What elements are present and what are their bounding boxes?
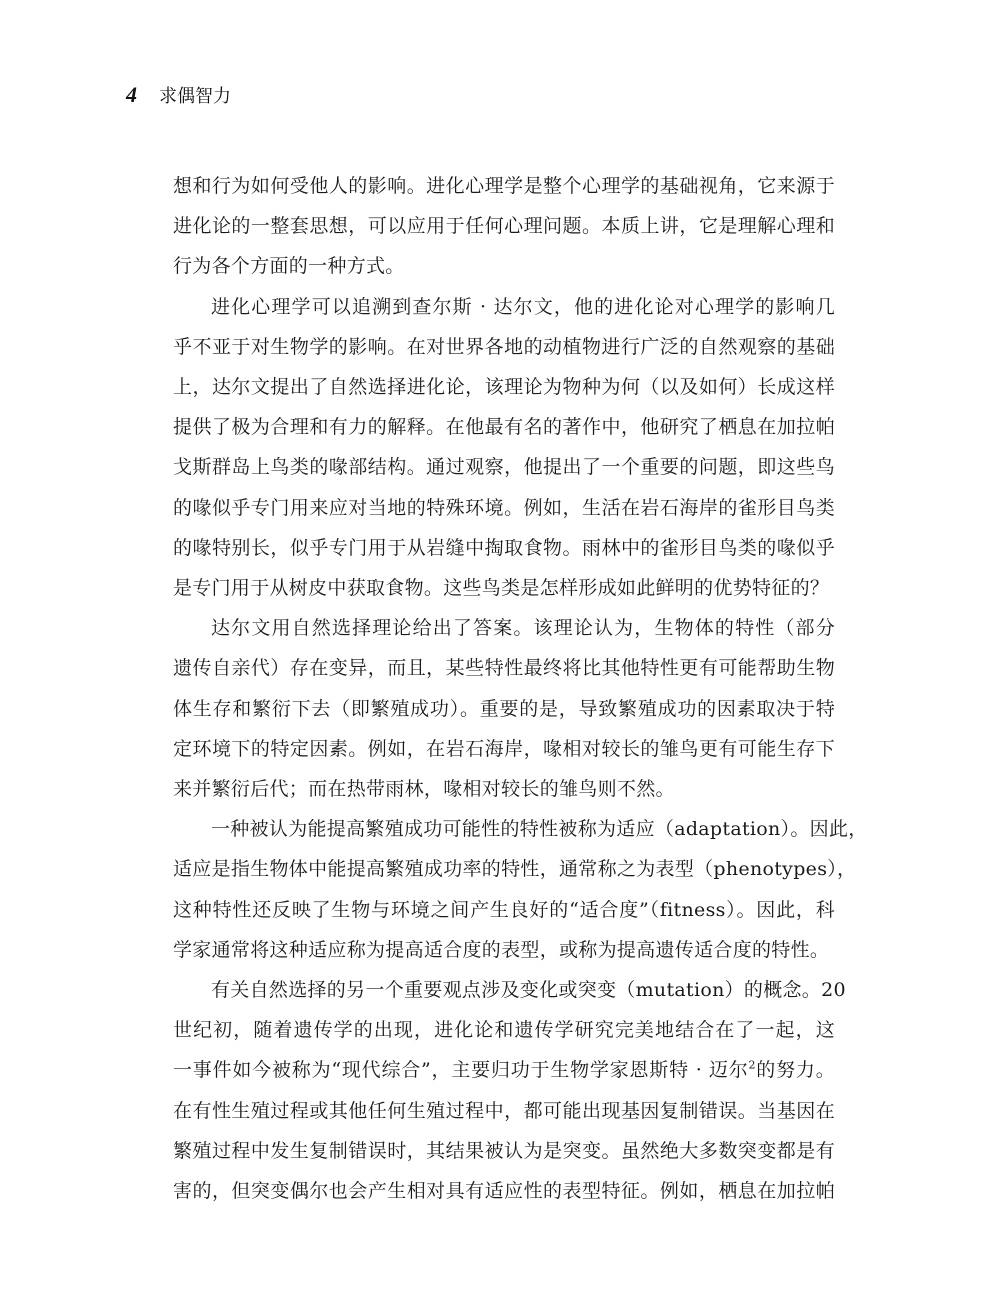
text-fragment: 的努力。 [755,1059,835,1082]
running-title: 求偶智力 [159,86,231,107]
text-line: 来并繁衍后代；而在热带雨林，喙相对较长的雏鸟则不然。 [173,778,675,801]
text-line: 一种被认为能提高繁殖成功可能性的特性被称为适应（adaptation）。因此， [211,818,868,841]
text-line: 提供了极为合理和有力的解释。在他最有名的著作中，他研究了栖息在加拉帕 [173,416,835,439]
text-line: 学家通常将这种适应称为提高适合度的表型，或称为提高遗传适合度的特性。 [173,938,830,961]
text-line: 的喙特别长，似乎专门用于从岩缝中掏取食物。雨林中的雀形目鸟类的喙似乎 [173,536,835,559]
text-line: 适应是指生物体中能提高繁殖成功率的特性，通常称之为表型（phenotypes）， [173,858,857,881]
page-header [126,82,231,112]
paragraph-5 [173,970,846,1211]
text-line: 进化心理学可以追溯到查尔斯 · 达尔文，他的进化论对心理学的影响几 [211,295,835,318]
page-number: 4 [126,82,137,107]
text-line: 上，达尔文提出了自然选择进化论，该理论为物种为何（以及如何）长成这样 [173,376,835,399]
text-fragment: 一事件如今被称为“现代综合”，主要归功于生物学家恩斯特 · 迈尔 [173,1059,749,1082]
text-line: 定环境下的特定因素。例如，在岩石海岸，喙相对较长的雏鸟更有可能生存下 [173,737,835,760]
paragraph-1 [173,166,835,287]
text-line: 达尔文用自然选择理论给出了答案。该理论认为，生物体的特性（部分 [211,617,835,640]
text-line: 这种特性还反映了生物与环境之间产生良好的“适合度”（fitness）。因此，科 [173,898,835,921]
text-line: 有关自然选择的另一个重要观点涉及变化或突变（mutation）的概念。20 [211,979,846,1002]
text-line: 体生存和繁衍下去（即繁殖成功）。重要的是，导致繁殖成功的因素取决于特 [173,697,835,720]
text-line: 在有性生殖过程或其他任何生殖过程中，都可能出现基因复制错误。当基因在 [173,1099,835,1122]
text-line: 戈斯群岛上鸟类的喙部结构。通过观察，他提出了一个重要的问题，即这些鸟 [173,456,835,479]
text-line: 进化论的一整套思想，可以应用于任何心理问题。本质上讲，它是理解心理和 [173,215,835,238]
text-line: 的喙似乎专门用来应对当地的特殊环境。例如，生活在岩石海岸的雀形目鸟类 [173,496,835,519]
text-line: 想和行为如何受他人的影响。进化心理学是整个心理学的基础视角，它来源于 [173,175,835,197]
text-line: 害的，但突变偶尔也会产生相对具有适应性的表型特征。例如，栖息在加拉帕 [173,1180,835,1203]
text-line: 乎不亚于对生物学的影响。在对世界各地的动植物进行广泛的自然观察的基础 [173,335,835,358]
paragraph-2 [173,287,835,609]
text-line-with-footnote [173,1050,835,1090]
text-line: 行为各个方面的一种方式。 [173,255,405,278]
paragraph-4 [173,809,868,970]
text-line: 遗传自亲代）存在变异，而且，某些特性最终将比其他特性更有可能帮助生物 [173,657,835,680]
text-line: 世纪初，随着遗传学的出现，进化论和遗传学研究完美地结合在了一起，这 [173,1019,835,1042]
paragraph-3 [173,608,835,809]
body-text [173,166,868,1211]
text-line: 繁殖过程中发生复制错误时，其结果被认为是突变。虽然绝大多数突变都是有 [173,1139,835,1162]
text-line: 是专门用于从树皮中获取食物。这些鸟类是怎样形成如此鲜明的优势特征的？ [173,577,830,600]
footnote-ref[interactable]: 2 [748,1059,756,1073]
